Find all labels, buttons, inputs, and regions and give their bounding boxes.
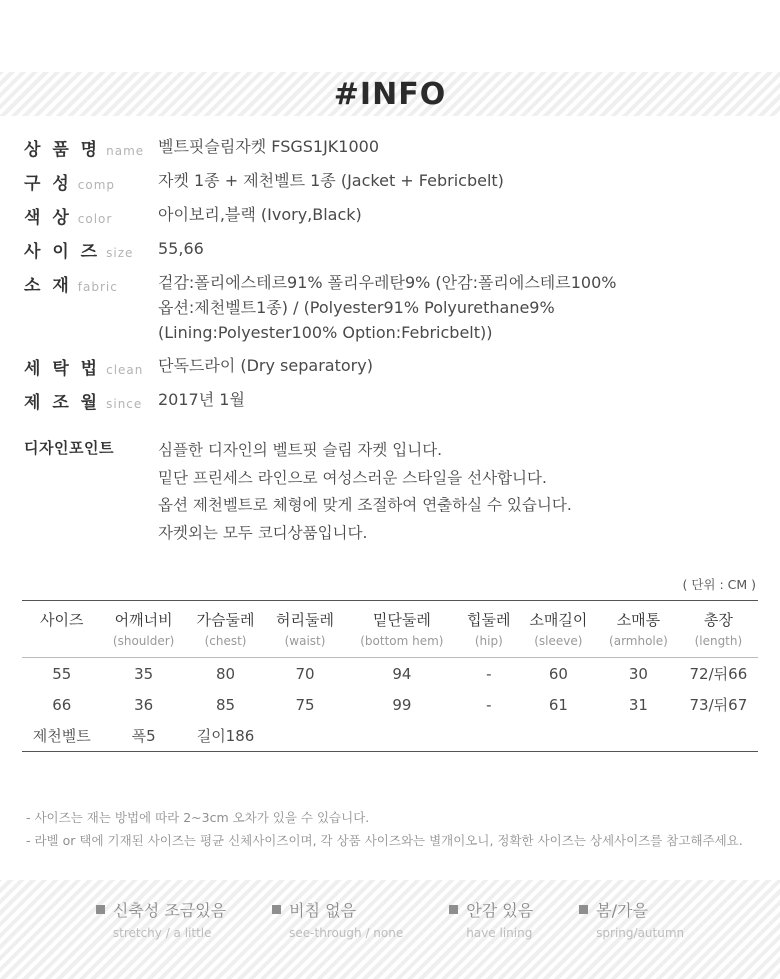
spec-label-ko: 소 재 — [24, 276, 72, 296]
spec-value — [158, 354, 756, 379]
spec-value-line: 자켓 1종 + 제천벨트 1종 (Jacket + Febricbelt) — [158, 171, 504, 190]
spec-value — [158, 271, 756, 345]
info-header-band — [0, 72, 780, 116]
size-col-header: 총장 — [703, 611, 733, 629]
design-point-line: 밑단 프린세스 라인으로 여성스러운 스타일을 선사합니다. — [158, 468, 547, 487]
attribute-heading — [579, 898, 648, 921]
attribute-label-en: have lining — [466, 926, 533, 940]
size-col-header: 사이즈 — [40, 611, 84, 629]
table-cell — [265, 720, 345, 752]
spec-label-en: color — [77, 212, 113, 226]
spec-label-en: since — [106, 397, 143, 412]
spec-label-ko: 구 성 — [24, 174, 72, 194]
spec-label — [24, 237, 158, 262]
table-cell: 36 — [134, 695, 154, 714]
spec-row-size — [24, 237, 756, 262]
spec-label — [24, 271, 158, 296]
table-cell: 55 — [52, 664, 72, 683]
table-cell: 70 — [295, 664, 315, 683]
table-row — [22, 658, 758, 690]
attribute-label-en: stretchy / a little — [112, 926, 212, 940]
spec-value-line: 겉감:폴리에스테르91% 폴리우레탄9% (안감:폴리에스테르100% — [158, 273, 617, 292]
spec-value — [158, 388, 756, 413]
spec-value-line: 55,66 — [158, 239, 204, 258]
spec-row-fabric — [24, 271, 756, 345]
spec-label — [24, 354, 158, 379]
spec-value-line: 옵션:제천벨트1종) / (Polyester91% Polyurethane9% — [158, 297, 555, 317]
spec-label-ko: 사 이 즈 — [24, 242, 101, 262]
spec-label-ko: 제 조 월 — [24, 393, 101, 414]
size-col-header-en: (armhole) — [609, 634, 668, 648]
footnote: - 사이즈는 재는 방법에 따라 2~3cm 오차가 있을 수 있습니다. — [26, 810, 370, 825]
spec-label — [24, 203, 158, 228]
spec-value — [158, 135, 756, 160]
table-cell: 73/뒤67 — [689, 696, 748, 714]
size-table-head — [22, 601, 758, 658]
size-col-header-en: (bottom hem) — [360, 634, 444, 648]
design-point-line: 자켓외는 모두 코디상품입니다. — [158, 523, 368, 542]
table-cell: 폭5 — [102, 720, 186, 752]
attribute-label-en: see-through / none — [289, 926, 404, 940]
spec-label-ko: 상 품 명 — [24, 140, 101, 160]
spec-row-name — [24, 135, 756, 160]
attribute-label-ko: 봄/가을 — [596, 901, 648, 920]
size-table-body — [22, 658, 758, 752]
design-point-body — [158, 437, 756, 547]
attribute-lining — [449, 898, 533, 940]
table-cell: 94 — [392, 664, 412, 683]
table-cell: - — [486, 695, 492, 714]
attribute-heading — [272, 898, 356, 921]
size-col-header: 가슴둘레 — [196, 611, 255, 629]
table-row-belt — [22, 720, 758, 752]
size-col-header-en: (waist) — [284, 634, 326, 648]
attribute-label-ko: 신축성 조금있음 — [112, 901, 227, 920]
footnotes — [26, 806, 756, 852]
size-col-header: 소매통 — [616, 611, 661, 629]
table-cell — [519, 720, 599, 752]
size-col-header-en: (hip) — [474, 634, 503, 648]
attributes-list — [0, 898, 780, 940]
table-cell: 75 — [295, 695, 315, 714]
spec-label-en: name — [106, 144, 145, 158]
spec-label — [24, 388, 158, 413]
spec-label-en: fabric — [77, 280, 118, 294]
bullet-square-icon — [579, 905, 588, 914]
spec-row-comp — [24, 169, 756, 194]
spec-label-en: comp — [77, 178, 116, 192]
spec-value — [158, 169, 756, 194]
size-col-header-en — [22, 634, 102, 658]
spec-value-line: 벨트핏슬림자켓 FSGS1JK1000 — [158, 137, 380, 156]
table-cell: - — [486, 664, 492, 683]
spec-list — [24, 135, 756, 422]
spec-value-line: (Lining:Polyester100% Option:Febricbelt)) — [158, 322, 493, 342]
spec-label-ko: 색 상 — [24, 208, 72, 228]
footnote: - 라벨 or 택에 기재된 사이즈는 평균 신체사이즈이며, 각 상품 사이즈와는 별개이오니, 정확한 사이즈는 상세사이즈를 참고해주세요. — [26, 833, 743, 849]
attribute-label-en: spring/autumn — [596, 926, 685, 940]
attribute-season — [579, 898, 684, 940]
size-table-header-row-ko — [22, 601, 758, 635]
design-point-label: 디자인포인트 — [24, 439, 114, 457]
table-cell: 제천벨트 — [22, 720, 102, 752]
table-cell: 72/뒤66 — [689, 665, 748, 683]
table-cell: 60 — [548, 664, 568, 683]
design-point-section — [24, 437, 756, 547]
spec-row-color — [24, 203, 756, 228]
size-col-header-en: (sleeve) — [534, 634, 583, 648]
spec-value-line: 단독드라이 (Dry separatory) — [158, 356, 373, 376]
size-col-header: 힙둘레 — [467, 611, 511, 629]
bullet-square-icon — [449, 905, 458, 914]
spec-row-clean — [24, 354, 756, 379]
spec-label — [24, 169, 158, 194]
design-point-line: 심플한 디자인의 벨트핏 슬림 자켓 입니다. — [158, 441, 443, 459]
spec-label — [24, 135, 158, 160]
table-cell — [679, 720, 758, 752]
spec-value-line: 2017년 1월 — [158, 390, 245, 410]
size-col-header: 어깨너비 — [114, 611, 173, 629]
spec-label-en: size — [106, 246, 134, 260]
table-cell: 66 — [52, 695, 72, 714]
design-point-line: 옵션 제천벨트로 체형에 맞게 조절하여 연출하실 수 있습니다. — [158, 496, 572, 515]
attribute-label-ko: 안감 있음 — [466, 901, 534, 920]
size-col-header: 소매길이 — [529, 611, 588, 629]
spec-value — [158, 203, 756, 228]
table-cell: 길이186 — [186, 720, 266, 752]
attributes-band — [0, 880, 780, 979]
size-unit-note: ( 단위 : CM ) — [682, 577, 756, 592]
table-cell: 31 — [628, 695, 648, 714]
table-cell: 30 — [628, 664, 648, 683]
attribute-heading — [449, 898, 533, 921]
attribute-label-ko: 비침 없음 — [289, 901, 357, 920]
size-table — [22, 600, 758, 752]
table-cell: 99 — [392, 695, 412, 714]
spec-row-since — [24, 388, 756, 413]
table-cell — [345, 720, 459, 752]
table-cell: 61 — [548, 695, 568, 714]
page-title: #INFO — [333, 76, 447, 112]
spec-label-en: clean — [106, 363, 144, 378]
size-col-header-en: (chest) — [204, 634, 247, 648]
table-cell: 35 — [134, 664, 154, 683]
size-col-header-en: (length) — [694, 634, 743, 648]
table-cell: 85 — [215, 695, 236, 714]
size-col-header: 밑단둘레 — [372, 611, 431, 629]
table-cell: 80 — [215, 664, 236, 683]
spec-value-line: 아이보리,블랙 (Ivory,Black) — [158, 205, 362, 224]
size-table-header-row-en — [22, 634, 758, 658]
bullet-square-icon — [96, 905, 105, 914]
table-row — [22, 689, 758, 720]
table-cell — [459, 720, 519, 752]
attribute-see-through — [272, 898, 403, 940]
spec-label-ko: 세 탁 법 — [24, 359, 101, 380]
bullet-square-icon — [272, 905, 281, 914]
table-cell — [598, 720, 679, 752]
size-col-header-en: (shoulder) — [112, 634, 175, 648]
spec-value — [158, 237, 756, 262]
attribute-stretchy — [96, 898, 226, 940]
attribute-heading — [96, 898, 226, 921]
size-col-header: 허리둘레 — [276, 611, 334, 629]
